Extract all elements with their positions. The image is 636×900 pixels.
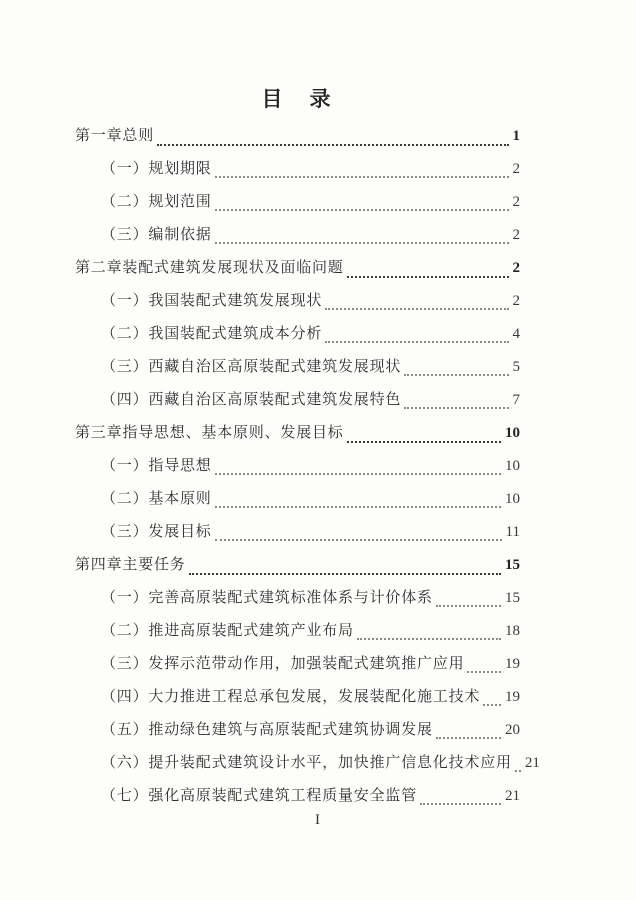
toc-list (75, 120, 540, 813)
toc-entry-page: 7 (512, 392, 520, 408)
toc-entry-label: （三）编制依据 (101, 227, 212, 243)
toc-entry-page: 2 (512, 194, 520, 210)
toc-entry (75, 714, 520, 747)
toc-leader-dots (215, 209, 509, 211)
toc-leader-dots (325, 341, 508, 343)
toc-entry-page: 5 (512, 359, 520, 375)
toc-entry-label: 第二章装配式建筑发展现状及面临问题 (75, 260, 344, 276)
toc-entry (75, 153, 520, 186)
toc-entry-label: （七）强化高原装配式建筑工程质量安全监管 (101, 788, 418, 804)
toc-entry-label: （一）规划期限 (101, 161, 212, 177)
toc-entry-page: 2 (512, 227, 520, 243)
toc-leader-dots (215, 539, 502, 541)
toc-entry (75, 780, 520, 813)
toc-entry-page: 10 (505, 458, 520, 474)
toc-entry-page: 21 (524, 755, 540, 771)
toc-entry-label: （四）西藏自治区高原装配式建筑发展特色 (101, 392, 402, 408)
toc-entry-page: 21 (505, 788, 520, 804)
page-title: 目 录 (261, 87, 334, 111)
toc-entry (75, 648, 520, 681)
toc-leader-dots (347, 441, 501, 443)
toc-content (75, 84, 540, 813)
toc-leader-dots (404, 407, 508, 409)
toc-entry (75, 681, 520, 714)
toc-entry-label: （三）发挥示范带动作用，加强装配式建筑推广应用 (101, 656, 465, 672)
toc-leader-dots (357, 638, 501, 640)
toc-leader-dots (215, 242, 509, 244)
toc-leader-dots (483, 704, 501, 706)
toc-entry-label: （二）规划范围 (101, 194, 212, 210)
toc-entry-page: 19 (505, 656, 520, 672)
toc-leader-dots (189, 573, 501, 575)
toc-entry (75, 120, 520, 153)
toc-entry-label: （二）我国装配式建筑成本分析 (101, 326, 323, 342)
toc-entry-page: 2 (512, 260, 520, 276)
toc-entry (75, 384, 520, 417)
toc-entry-label: （一）我国装配式建筑发展现状 (101, 293, 323, 309)
toc-entry-page: 4 (512, 326, 520, 342)
page-number-footer: I (315, 812, 321, 828)
toc-entry (75, 747, 540, 780)
toc-leader-dots (215, 506, 501, 508)
toc-entry-page: 10 (505, 491, 520, 507)
toc-leader-dots (157, 144, 508, 146)
toc-entry (75, 417, 520, 450)
toc-leader-dots (515, 770, 521, 772)
toc-entry (75, 483, 520, 516)
toc-entry (75, 549, 520, 582)
toc-entry-page: 18 (505, 623, 520, 639)
toc-entry-label: （一）指导思想 (101, 458, 212, 474)
toc-entry-page: 20 (505, 722, 520, 738)
toc-entry-page: 19 (505, 689, 520, 705)
toc-leader-dots (404, 374, 508, 376)
toc-entry (75, 186, 520, 219)
toc-entry-label: （三）发展目标 (101, 524, 212, 540)
toc-entry-label: （五）推动绿色建筑与高原装配式建筑协调发展 (101, 722, 433, 738)
toc-entry (75, 582, 520, 615)
toc-entry-page: 2 (512, 293, 520, 309)
toc-entry-page: 15 (505, 590, 520, 606)
toc-entry-label: 第三章指导思想、基本原则、发展目标 (75, 425, 344, 441)
toc-entry-label: 第四章主要任务 (75, 557, 186, 573)
toc-entry-label: （六）提升装配式建筑设计水平，加快推广信息化技术应用 (101, 755, 512, 771)
toc-entry (75, 252, 520, 285)
toc-leader-dots (436, 737, 501, 739)
toc-entry-page: 11 (505, 524, 520, 540)
toc-entry-label: 第一章总则 (75, 128, 155, 144)
toc-entry-page: 1 (512, 128, 520, 144)
toc-entry (75, 615, 520, 648)
toc-entry (75, 285, 520, 318)
toc-entry-label: （三）西藏自治区高原装配式建筑发展现状 (101, 359, 402, 375)
toc-leader-dots (467, 671, 501, 673)
toc-entry (75, 516, 520, 549)
toc-leader-dots (215, 176, 509, 178)
toc-entry-label: （二）推进高原装配式建筑产业布局 (101, 623, 354, 639)
toc-leader-dots (347, 276, 509, 278)
toc-entry-page: 10 (505, 425, 520, 441)
toc-leader-dots (436, 605, 501, 607)
toc-entry-label: （四）大力推进工程总承包发展，发展装配化施工技术 (101, 689, 481, 705)
toc-leader-dots (420, 803, 501, 805)
toc-leader-dots (325, 308, 508, 310)
toc-entry-page: 15 (505, 557, 520, 573)
toc-entry (75, 318, 520, 351)
toc-entry-label: （二）基本原则 (101, 491, 212, 507)
toc-entry-page: 2 (512, 161, 520, 177)
toc-entry (75, 450, 520, 483)
toc-entry-label: （一）完善高原装配式建筑标准体系与计价体系 (101, 590, 433, 606)
toc-leader-dots (215, 473, 501, 475)
toc-entry (75, 219, 520, 252)
toc-entry (75, 351, 520, 384)
